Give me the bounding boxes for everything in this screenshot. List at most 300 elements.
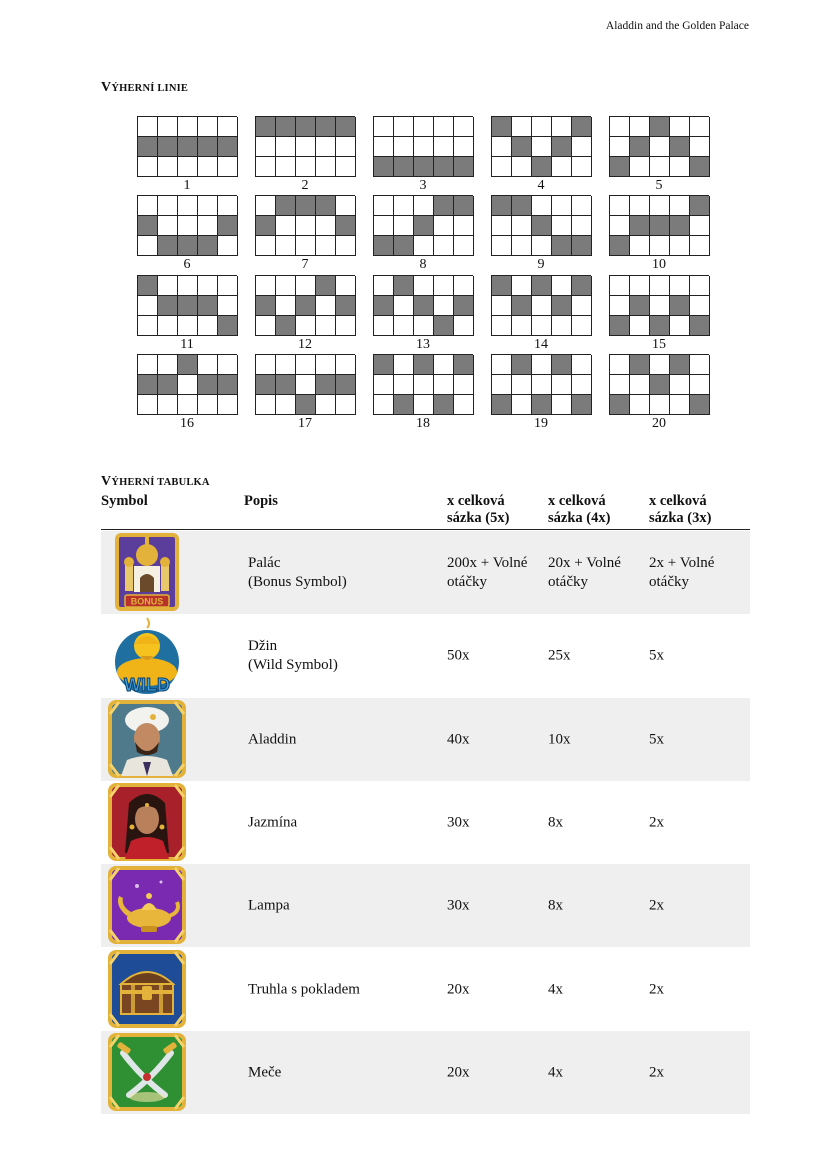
- symbol-description-line: Truhla s pokladem: [248, 981, 360, 997]
- genie-icon: [107, 616, 187, 694]
- payline-cell: [670, 117, 690, 137]
- payline-cell: [650, 395, 670, 415]
- payline-cell: [394, 355, 414, 375]
- payline-cell-active: [336, 375, 356, 395]
- payline-cell-active: [198, 137, 218, 157]
- pay-5-of-kind: [447, 980, 470, 999]
- payline-cell-active: [610, 236, 630, 256]
- symbol-description-line: Palác: [248, 554, 281, 571]
- payline-number: 20: [652, 416, 666, 431]
- payline-cell: [670, 157, 690, 177]
- payline-cell-active: [198, 236, 218, 256]
- title-initial: V: [101, 474, 112, 489]
- pay-5-of-kind: [447, 896, 470, 915]
- payline-cell: [650, 137, 670, 157]
- col-head-description: Popis: [244, 493, 278, 509]
- payline-cell: [610, 276, 630, 296]
- payline-cell: [572, 316, 592, 336]
- paytable-row: [101, 614, 750, 697]
- col-head-pay3: [649, 493, 711, 527]
- svg-text:WILD: WILD: [124, 675, 170, 694]
- payline-cell: [296, 316, 316, 336]
- payline-cell: [414, 117, 434, 137]
- pay-5-of-kind-line: 30x: [447, 814, 470, 830]
- payline-cell: [572, 296, 592, 316]
- payline-cell-active: [670, 296, 690, 316]
- payline-cell-active: [336, 117, 356, 137]
- payline-cell: [552, 276, 572, 296]
- payline-cell: [198, 117, 218, 137]
- payline-cell: [138, 296, 158, 316]
- symbol-description: [248, 813, 297, 832]
- payline-cell-active: [454, 157, 474, 177]
- payline-grid: [491, 275, 591, 336]
- payline-cell: [610, 355, 630, 375]
- payline-cell-active: [610, 157, 630, 177]
- payline-cell-active: [650, 375, 670, 395]
- payline-cell: [492, 316, 512, 336]
- payline-cell: [138, 157, 158, 177]
- payline-cell: [336, 137, 356, 157]
- payline-cell-active: [650, 216, 670, 236]
- payline-cell: [316, 216, 336, 236]
- payline-cell: [434, 296, 454, 316]
- payline-14: [491, 275, 591, 352]
- payline-cell: [316, 316, 336, 336]
- payline-cell: [198, 355, 218, 375]
- payline-16: [137, 354, 237, 431]
- payline-cell: [138, 236, 158, 256]
- payline-cell: [178, 117, 198, 137]
- payline-cell-active: [572, 117, 592, 137]
- payline-2: [255, 116, 355, 193]
- payline-cell: [198, 196, 218, 216]
- payline-cell: [532, 196, 552, 216]
- payline-20: [609, 354, 709, 431]
- payline-grid: [491, 116, 591, 177]
- paytable-row: [101, 864, 750, 947]
- payline-cell-active: [512, 196, 532, 216]
- payline-cell: [198, 276, 218, 296]
- payline-cell: [552, 375, 572, 395]
- payline-cell: [158, 117, 178, 137]
- payline-cell: [532, 137, 552, 157]
- payline-number: 5: [655, 178, 663, 193]
- payline-cell: [296, 276, 316, 296]
- pay-5-of-kind: [447, 730, 470, 749]
- payline-cell: [256, 196, 276, 216]
- payline-cell-active: [296, 196, 316, 216]
- col-head-pay4: [548, 493, 610, 527]
- title-initial: V: [101, 80, 112, 95]
- payline-cell-active: [630, 296, 650, 316]
- payline-cell: [670, 236, 690, 256]
- payline-number: 18: [416, 416, 430, 431]
- payline-cell: [276, 236, 296, 256]
- payline-cell: [256, 316, 276, 336]
- payline-8: [373, 195, 473, 272]
- pay-4-of-kind-line: 20x + Volné: [548, 554, 621, 571]
- payline-cell: [374, 316, 394, 336]
- pay-4-of-kind: [548, 730, 571, 749]
- payline-9: [491, 195, 591, 272]
- payline-cell-active: [492, 196, 512, 216]
- payline-cell-active: [218, 375, 238, 395]
- payline-cell: [434, 216, 454, 236]
- pay-5-of-kind-line: 40x: [447, 731, 470, 747]
- payline-cell: [532, 375, 552, 395]
- payline-cell: [374, 196, 394, 216]
- payline-cell: [434, 355, 454, 375]
- payline-cell-active: [138, 276, 158, 296]
- payline-cell-active: [178, 236, 198, 256]
- payline-cell-active: [316, 276, 336, 296]
- payline-cell: [492, 236, 512, 256]
- payline-cell: [532, 316, 552, 336]
- payline-grid: [137, 354, 237, 415]
- payline-cell-active: [690, 395, 710, 415]
- payline-cell-active: [532, 216, 552, 236]
- payline-cell: [218, 355, 238, 375]
- pay-3-of-kind: [649, 813, 664, 832]
- payline-cell-active: [316, 117, 336, 137]
- payline-cell: [414, 236, 434, 256]
- payline-cell: [512, 236, 532, 256]
- col-head-symbol: Symbol: [101, 493, 148, 509]
- payline-cell: [572, 137, 592, 157]
- pay-5-of-kind-line: 20x: [447, 1064, 470, 1080]
- payline-cell-active: [414, 296, 434, 316]
- payline-cell: [256, 355, 276, 375]
- col-head-line: x celková: [649, 493, 707, 509]
- payline-cell: [158, 355, 178, 375]
- paytable-row: [101, 1031, 750, 1114]
- payline-number: 19: [534, 416, 548, 431]
- payline-cell: [690, 236, 710, 256]
- payline-cell-active: [394, 276, 414, 296]
- payline-cell: [532, 296, 552, 316]
- symbol-description-line: (Wild Symbol): [248, 656, 338, 673]
- payline-grid: [609, 275, 709, 336]
- payline-cell-active: [454, 355, 474, 375]
- payline-number: 1: [183, 178, 191, 193]
- payline-cell: [256, 395, 276, 415]
- payline-cell-active: [414, 216, 434, 236]
- payline-cell: [394, 296, 414, 316]
- payline-cell: [296, 157, 316, 177]
- payline-cell-active: [434, 196, 454, 216]
- payline-cell: [454, 236, 474, 256]
- payline-cell: [218, 296, 238, 316]
- pay-3-of-kind-line: 2x: [649, 1064, 664, 1080]
- payline-cell-active: [434, 395, 454, 415]
- payline-grid: [255, 116, 355, 177]
- payline-cell: [414, 316, 434, 336]
- payline-cell: [296, 236, 316, 256]
- payline-cell: [276, 157, 296, 177]
- doc-header: Aladdin and the Golden Palace: [605, 20, 749, 32]
- payline-cell-active: [218, 216, 238, 236]
- payline-cell: [276, 296, 296, 316]
- payline-cell: [394, 137, 414, 157]
- payline-cell: [256, 276, 276, 296]
- payline-cell: [670, 196, 690, 216]
- header-rule: [101, 529, 750, 530]
- payline-cell: [690, 375, 710, 395]
- payline-cell: [630, 375, 650, 395]
- pay-4-of-kind: [548, 646, 571, 665]
- payline-cell: [572, 157, 592, 177]
- payline-cell-active: [256, 117, 276, 137]
- paylines-grid-area: [0, 0, 827, 440]
- payline-cell: [276, 276, 296, 296]
- payline-cell: [650, 196, 670, 216]
- payline-cell-active: [158, 296, 178, 316]
- payline-cell: [650, 276, 670, 296]
- payline-grid: [491, 354, 591, 415]
- payline-cell: [492, 137, 512, 157]
- col-head-line: sázka (3x): [649, 510, 712, 526]
- payline-15: [609, 275, 709, 352]
- payline-cell: [256, 137, 276, 157]
- payline-grid: [491, 195, 591, 256]
- payline-cell: [138, 395, 158, 415]
- payline-cell-active: [198, 375, 218, 395]
- payline-cell: [552, 157, 572, 177]
- payline-number: 7: [301, 257, 309, 272]
- payline-3: [373, 116, 473, 193]
- pay-3-of-kind: [649, 646, 664, 665]
- payline-cell-active: [138, 137, 158, 157]
- payline-cell: [138, 117, 158, 137]
- pay-3-of-kind-line: 2x + Volné: [649, 554, 715, 571]
- payline-cell: [276, 395, 296, 415]
- payline-cell-active: [670, 216, 690, 236]
- payline-cell-active: [336, 296, 356, 316]
- payline-cell: [316, 296, 336, 316]
- payline-cell-active: [276, 117, 296, 137]
- payline-cell-active: [276, 196, 296, 216]
- payline-10: [609, 195, 709, 272]
- payline-12: [255, 275, 355, 352]
- payline-cell-active: [650, 316, 670, 336]
- payline-cell: [158, 216, 178, 236]
- payline-cell: [218, 196, 238, 216]
- payline-cell: [454, 137, 474, 157]
- payline-cell: [138, 196, 158, 216]
- lamp-icon: [107, 866, 187, 944]
- payline-cell-active: [610, 316, 630, 336]
- payline-cell: [610, 216, 630, 236]
- payline-cell: [316, 395, 336, 415]
- title-rest: ÝHERNÍ LINIE: [111, 83, 189, 94]
- payline-cell-active: [158, 375, 178, 395]
- payline-cell: [532, 355, 552, 375]
- payline-cell-active: [434, 157, 454, 177]
- pay-4-of-kind: [548, 1063, 563, 1082]
- payline-cell: [276, 216, 296, 236]
- payline-cell: [552, 216, 572, 236]
- payline-cell: [690, 276, 710, 296]
- pay-3-of-kind-line: 2x: [649, 897, 664, 913]
- payline-cell: [198, 316, 218, 336]
- payline-cell: [610, 375, 630, 395]
- payline-cell: [374, 117, 394, 137]
- pay-3-of-kind: [649, 730, 664, 749]
- payline-cell: [178, 375, 198, 395]
- payline-cell: [218, 395, 238, 415]
- payline-cell: [394, 375, 414, 395]
- payline-cell: [158, 157, 178, 177]
- payline-cell: [690, 355, 710, 375]
- payline-cell: [454, 316, 474, 336]
- payline-cell: [374, 375, 394, 395]
- svg-text:BONUS: BONUS: [130, 596, 164, 607]
- paytable-row: [101, 698, 750, 781]
- payline-cell-active: [492, 276, 512, 296]
- payline-cell: [198, 157, 218, 177]
- payline-grid: [609, 354, 709, 415]
- payline-cell: [552, 395, 572, 415]
- title-rest: ÝHERNÍ TABULKA: [111, 477, 210, 488]
- payline-cell-active: [296, 117, 316, 137]
- payline-cell: [158, 395, 178, 415]
- payline-cell-active: [552, 296, 572, 316]
- payline-cell: [178, 316, 198, 336]
- payline-cell: [394, 117, 414, 137]
- payline-number: 12: [298, 337, 312, 352]
- payline-cell-active: [434, 316, 454, 336]
- payline-cell: [434, 375, 454, 395]
- payline-cell: [158, 316, 178, 336]
- aladdin-icon: [107, 700, 187, 778]
- payline-6: [137, 195, 237, 272]
- symbol-description: [248, 554, 347, 592]
- payline-cell: [512, 157, 532, 177]
- pay-4-of-kind-line: otáčky: [548, 573, 588, 590]
- payline-grid: [137, 275, 237, 336]
- payline-cell-active: [218, 316, 238, 336]
- payline-cell-active: [256, 296, 276, 316]
- payline-grid: [255, 275, 355, 336]
- pay-5-of-kind: [447, 813, 470, 832]
- symbol-description: [248, 1063, 281, 1082]
- pay-3-of-kind-line: 5x: [649, 731, 664, 747]
- pay-3-of-kind: [649, 980, 664, 999]
- payline-cell-active: [178, 355, 198, 375]
- paytable-row: [101, 948, 750, 1031]
- payline-grid: [373, 195, 473, 256]
- payline-number: 17: [298, 416, 312, 431]
- payline-cell: [414, 276, 434, 296]
- payline-cell: [650, 355, 670, 375]
- payline-number: 9: [537, 257, 545, 272]
- payline-13: [373, 275, 473, 352]
- payline-cell: [454, 216, 474, 236]
- payline-cell-active: [414, 157, 434, 177]
- pay-5-of-kind: [447, 1063, 470, 1082]
- payline-cell-active: [630, 355, 650, 375]
- payline-cell: [336, 236, 356, 256]
- col-head-line: x celková: [548, 493, 606, 509]
- payline-cell: [552, 196, 572, 216]
- paytable-row: [101, 531, 750, 614]
- payline-cell: [336, 395, 356, 415]
- payline-17: [255, 354, 355, 431]
- payline-cell: [414, 137, 434, 157]
- payline-cell: [336, 316, 356, 336]
- payline-cell: [630, 395, 650, 415]
- payline-cell-active: [532, 157, 552, 177]
- payline-cell: [454, 276, 474, 296]
- payline-number: 8: [419, 257, 427, 272]
- payline-cell: [512, 375, 532, 395]
- payline-grid: [255, 195, 355, 256]
- payline-cell: [336, 196, 356, 216]
- payline-cell-active: [492, 117, 512, 137]
- payline-cell: [414, 375, 434, 395]
- payline-cell: [690, 117, 710, 137]
- payline-grid: [137, 195, 237, 256]
- paytable-section-title: [101, 474, 210, 490]
- payline-cell: [492, 296, 512, 316]
- payline-cell: [178, 216, 198, 236]
- col-head-line: x celková: [447, 493, 505, 509]
- payline-cell: [374, 395, 394, 415]
- col-head-line: sázka (5x): [447, 510, 510, 526]
- pay-5-of-kind-line: 50x: [447, 647, 470, 663]
- payline-number: 14: [534, 337, 548, 352]
- payline-cell-active: [670, 137, 690, 157]
- payline-cell-active: [158, 137, 178, 157]
- payline-cell: [630, 236, 650, 256]
- payline-cell-active: [394, 236, 414, 256]
- payline-cell: [690, 216, 710, 236]
- payline-cell: [434, 276, 454, 296]
- pay-4-of-kind-line: 8x: [548, 897, 563, 913]
- payline-cell: [138, 316, 158, 336]
- pay-3-of-kind: [649, 554, 714, 592]
- payline-cell: [394, 216, 414, 236]
- payline-cell: [336, 157, 356, 177]
- pay-3-of-kind-line: 5x: [649, 647, 664, 663]
- payline-cell-active: [630, 216, 650, 236]
- payline-cell: [454, 375, 474, 395]
- payline-cell: [532, 236, 552, 256]
- payline-cell-active: [512, 296, 532, 316]
- payline-cell: [492, 355, 512, 375]
- payline-cell-active: [296, 395, 316, 415]
- payline-cell-active: [532, 395, 552, 415]
- payline-18: [373, 354, 473, 431]
- payline-cell: [256, 236, 276, 256]
- payline-7: [255, 195, 355, 272]
- payline-cell: [296, 375, 316, 395]
- pay-5-of-kind-line: 20x: [447, 981, 470, 997]
- payline-cell-active: [552, 236, 572, 256]
- payline-cell: [630, 117, 650, 137]
- payline-cell-active: [512, 355, 532, 375]
- payline-cell: [552, 117, 572, 137]
- payline-cell: [198, 216, 218, 236]
- payline-cell: [610, 296, 630, 316]
- payline-grid: [609, 116, 709, 177]
- payline-cell-active: [138, 375, 158, 395]
- payline-cell: [572, 375, 592, 395]
- payline-cell-active: [394, 157, 414, 177]
- payline-cell: [316, 355, 336, 375]
- payline-cell-active: [374, 236, 394, 256]
